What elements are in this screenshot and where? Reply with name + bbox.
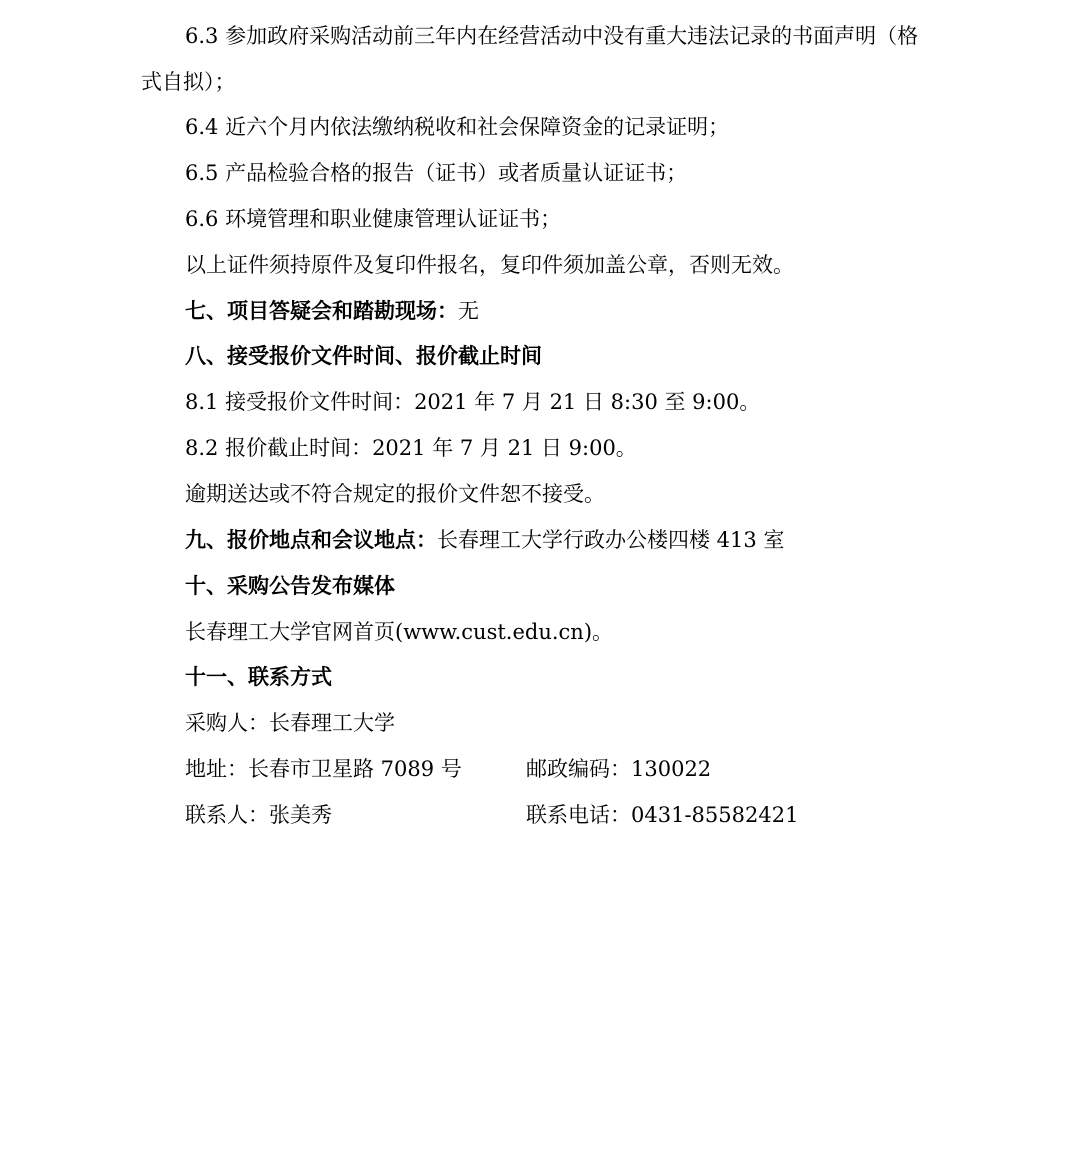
late-submission-note: 逾期送达或不符合规定的报价文件恕不接受。 [185,482,605,506]
item-8-2: 8.2 报价截止时间：2021 年 7 月 21 日 9:00。 [185,436,637,460]
item-6-4: 6.4 近六个月内依法缴纳税收和社会保障资金的记录证明； [185,115,730,139]
item-6-3-line2: 式自拟）； [141,70,236,94]
section-9 [185,525,784,555]
item-6-3-line1: 6.3 参加政府采购活动前三年内在经营活动中没有重大违法记录的书面声明（格 [185,24,919,48]
section-7-value: 无 [458,299,479,323]
section-11-heading: 十一、联系方式 [185,665,332,689]
section-7-heading: 七、项目答疑会和踏勘现场： [185,299,458,323]
item-6-6: 6.6 环境管理和职业健康管理认证证书； [185,207,562,231]
item-8-1: 8.1 接受报价文件时间：2021 年 7 月 21 日 8:30 至 9:00。 [185,390,761,414]
contact-phone: 联系电话：0431-85582421 [526,803,799,827]
postcode: 邮政编码：130022 [526,757,712,781]
section-10-value: 长春理工大学官网首页(www.cust.edu.cn)。 [185,620,614,644]
address: 地址：长春市卫星路 7089 号 [185,757,462,781]
section-7 [185,296,479,326]
certificate-note: 以上证件须持原件及复印件报名，复印件须加盖公章，否则无效。 [185,253,794,277]
section-8-heading: 八、接受报价文件时间、报价截止时间 [185,344,542,368]
section-10-heading: 十、采购公告发布媒体 [185,574,395,598]
section-9-heading: 九、报价地点和会议地点： [185,528,437,552]
contact-person: 联系人：张美秀 [185,803,332,827]
purchaser: 采购人：长春理工大学 [185,711,395,735]
item-6-5: 6.5 产品检验合格的报告（证书）或者质量认证证书； [185,161,688,185]
section-9-value: 长春理工大学行政办公楼四楼 413 室 [437,528,785,552]
